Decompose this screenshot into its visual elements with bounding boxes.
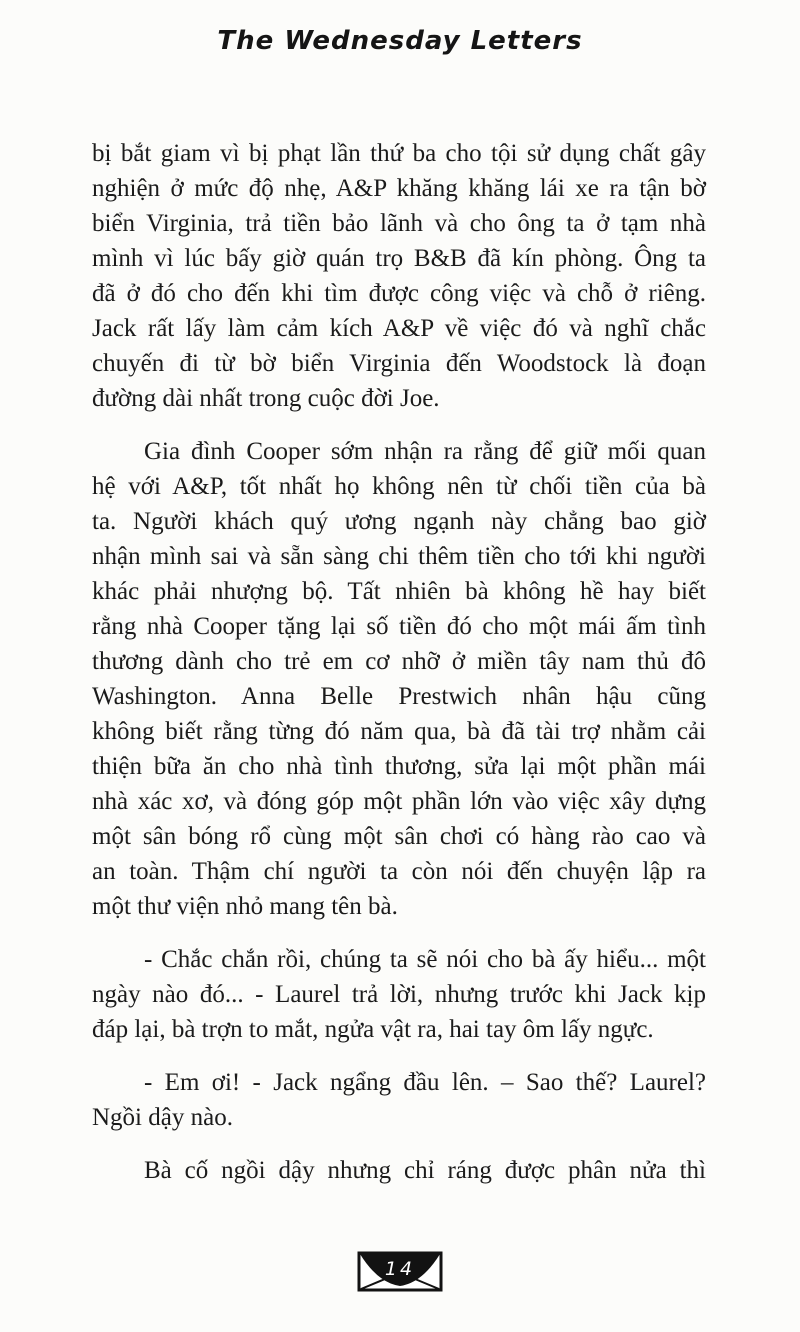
text-line: Gia đình Cooper sớm nhận ra rằng để giữ mối quan bbox=[144, 438, 706, 465]
text-line: bị bắt giam vì bị phạt lần thứ ba cho tội sử dụng chất gây bbox=[92, 140, 706, 167]
text-line: hệ với A&P, tốt nhất họ không nên từ chối tiền của bà bbox=[92, 473, 706, 500]
text-line: biển Virginia, trả tiền bảo lãnh và cho ông ta ở tạm nhà bbox=[92, 210, 706, 237]
text-line: một sân bóng rổ cùng một sân chơi có hàng rào cao và bbox=[92, 823, 706, 850]
text-line: - Em ơi! - Jack ngẩng đầu lên. – Sao thế? Laurel? bbox=[144, 1069, 706, 1096]
envelope-icon bbox=[357, 1251, 443, 1292]
text-line: nghiện ở mức độ nhẹ, A&P khăng khăng lái xe ra tận bờ bbox=[92, 175, 706, 202]
text-line: Jack rất lấy làm cảm kích A&P về việc đó và nghĩ chắc bbox=[92, 315, 706, 342]
text-line: không biết rằng từng đó năm qua, bà đã tài trợ nhằm cải bbox=[92, 718, 706, 745]
running-header-title: The Wednesday Letters bbox=[217, 26, 583, 56]
text-line: ngày nào đó... - Laurel trả lời, nhưng trước khi Jack kịp bbox=[92, 981, 706, 1008]
text-line: đã ở đó cho đến khi tìm được công việc và chỗ ở riêng. bbox=[92, 280, 706, 307]
text-line: nhà xác xơ, và đóng góp một phần lớn vào việc xây dựng bbox=[92, 788, 706, 815]
page-footer bbox=[0, 1251, 800, 1292]
text-line: ta. Người khách quý ương ngạnh này chẳng bao giờ bbox=[92, 508, 706, 535]
text-line: đường dài nhất trong cuộc đời Joe. bbox=[92, 385, 440, 412]
paragraph bbox=[92, 1065, 706, 1135]
text-line: Ngồi dậy nào. bbox=[92, 1104, 233, 1131]
paragraph bbox=[92, 942, 706, 1047]
text-line: an toàn. Thậm chí người ta còn nói đến chuyện lập ra bbox=[92, 858, 706, 885]
text-line: khác phải nhượng bộ. Tất nhiên bà không hề hay biết bbox=[92, 578, 706, 605]
paragraph bbox=[92, 136, 706, 416]
text-line: nhận mình sai và sẵn sàng chi thêm tiền cho tới khi người bbox=[92, 543, 706, 570]
paragraph bbox=[92, 434, 706, 924]
paragraph bbox=[92, 1153, 706, 1188]
page-body bbox=[92, 136, 706, 1206]
page-number: 14 bbox=[384, 1258, 416, 1280]
text-line: - Chắc chắn rồi, chúng ta sẽ nói cho bà ấy hiểu... một bbox=[144, 946, 706, 973]
text-line: một thư viện nhỏ mang tên bà. bbox=[92, 893, 398, 920]
text-line: mình vì lúc bấy giờ quán trọ B&B đã kín phòng. Ông ta bbox=[92, 245, 706, 272]
text-line: Washington. Anna Belle Prestwich nhân hậu cũng bbox=[92, 683, 706, 710]
text-line: chuyến đi từ bờ biển Virginia đến Woodstock là đoạn bbox=[92, 350, 706, 377]
text-line: thiện bữa ăn cho nhà tình thương, sửa lại một phần mái bbox=[92, 753, 706, 780]
text-line: thương dành cho trẻ em cơ nhỡ ở miền tây nam thủ đô bbox=[92, 648, 706, 675]
text-line: rằng nhà Cooper tặng lại số tiền đó cho một mái ấm tình bbox=[92, 613, 706, 640]
text-line: Bà cố ngồi dậy nhưng chỉ ráng được phân nửa thì bbox=[144, 1157, 706, 1184]
text-line: đáp lại, bà trợn to mắt, ngửa vật ra, hai tay ôm lấy ngực. bbox=[92, 1016, 654, 1043]
